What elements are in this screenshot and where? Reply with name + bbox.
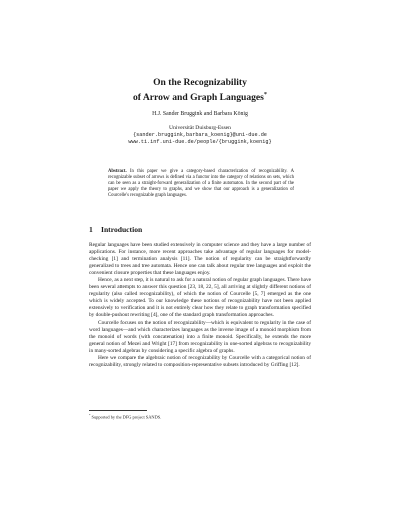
section-title: Introduction bbox=[101, 225, 143, 234]
author-url: www.ti.inf.uni-due.de/people/{bruggink,koenig} bbox=[128, 139, 272, 145]
authors: H.J. Sander Bruggink and Barbara König bbox=[152, 111, 248, 117]
paper-title-line-2 bbox=[60, 89, 340, 104]
paragraph: Courcelle focuses on the notion of recognizability—which is equivalent to regularity in the case of word languages—and which characterizes languages as the inverse image of a monoid morphism from the monoid of words (with concatenation) into a finite monoid. Specifically, he extends the more general notion of Mezei and Wright [17] from recognizability in one-sorted algebras to recognizability in many-sorted algebras by considering a specific algebra of graphs. bbox=[89, 319, 311, 354]
title-text-1: On the Recognizability bbox=[153, 77, 247, 88]
footnote-mark: * bbox=[89, 413, 91, 417]
title-footnote-mark: * bbox=[263, 91, 268, 98]
section-number: 1 bbox=[89, 225, 93, 234]
paragraph: Here we compare the algebraic notion of recognizability by Courcelle with a categorical notion of recognizability, strongly related to composition-representative subsets introduced by Griffing [12]. bbox=[89, 354, 311, 368]
section-heading bbox=[89, 225, 142, 234]
abstract-text: In this paper we give a category-based characterization of recognizability. A recognizable subset of arrows is defined via a functor into the category of relations on sets, which can be seen as a straight-forward generalization of a finite automaton. In the second part of the paper we apply the theory to graphs, and we show that our approach is a generalization of Courcelle's recognizable graph languages. bbox=[108, 169, 295, 198]
author-emails: {sander.bruggink,barbara_koenig}@uni-due.de bbox=[133, 132, 267, 138]
affiliation: Universität Duisburg-Essen bbox=[169, 125, 231, 131]
abstract-label: Abstract. bbox=[108, 169, 127, 174]
footnote-text: Supported by the DFG project SANDS. bbox=[91, 414, 162, 420]
paragraph: Regular languages have been studied extensively in computer science and they have a large number of applications. For instance, more recent approaches take advantage of regular languages for model-checking [1] and termination analysis [11]. The notion of regularity can be straightforwardly generalized to trees and tree automata. Hence one can talk about regular tree languages and exploit the convenient closure properties that these languages enjoy. bbox=[89, 242, 311, 277]
footnote bbox=[89, 413, 311, 420]
paragraph: Hence, as a next step, it is natural to ask for a natural notion of regular graph languages. There have been several attempts to answer this question [23, 18, 22, 5], all arriving at slightly different notions of regularity (also called recognizability), of which the notion of Courcelle [5, 7] emerged as the one which is widely accepted. To our knowledge these notions of recognizability have not been applied extensively to verification and it is not entirely clear how they relate to graph transformation specified by double-pushout rewriting [4], one of the standard graph transformation approaches. bbox=[89, 277, 311, 319]
title-text-2: of Arrow and Graph Languages bbox=[132, 92, 264, 104]
abstract bbox=[108, 169, 294, 199]
section-body bbox=[89, 242, 311, 369]
footnote-rule bbox=[89, 410, 147, 411]
paper-title-line-1 bbox=[60, 77, 340, 89]
